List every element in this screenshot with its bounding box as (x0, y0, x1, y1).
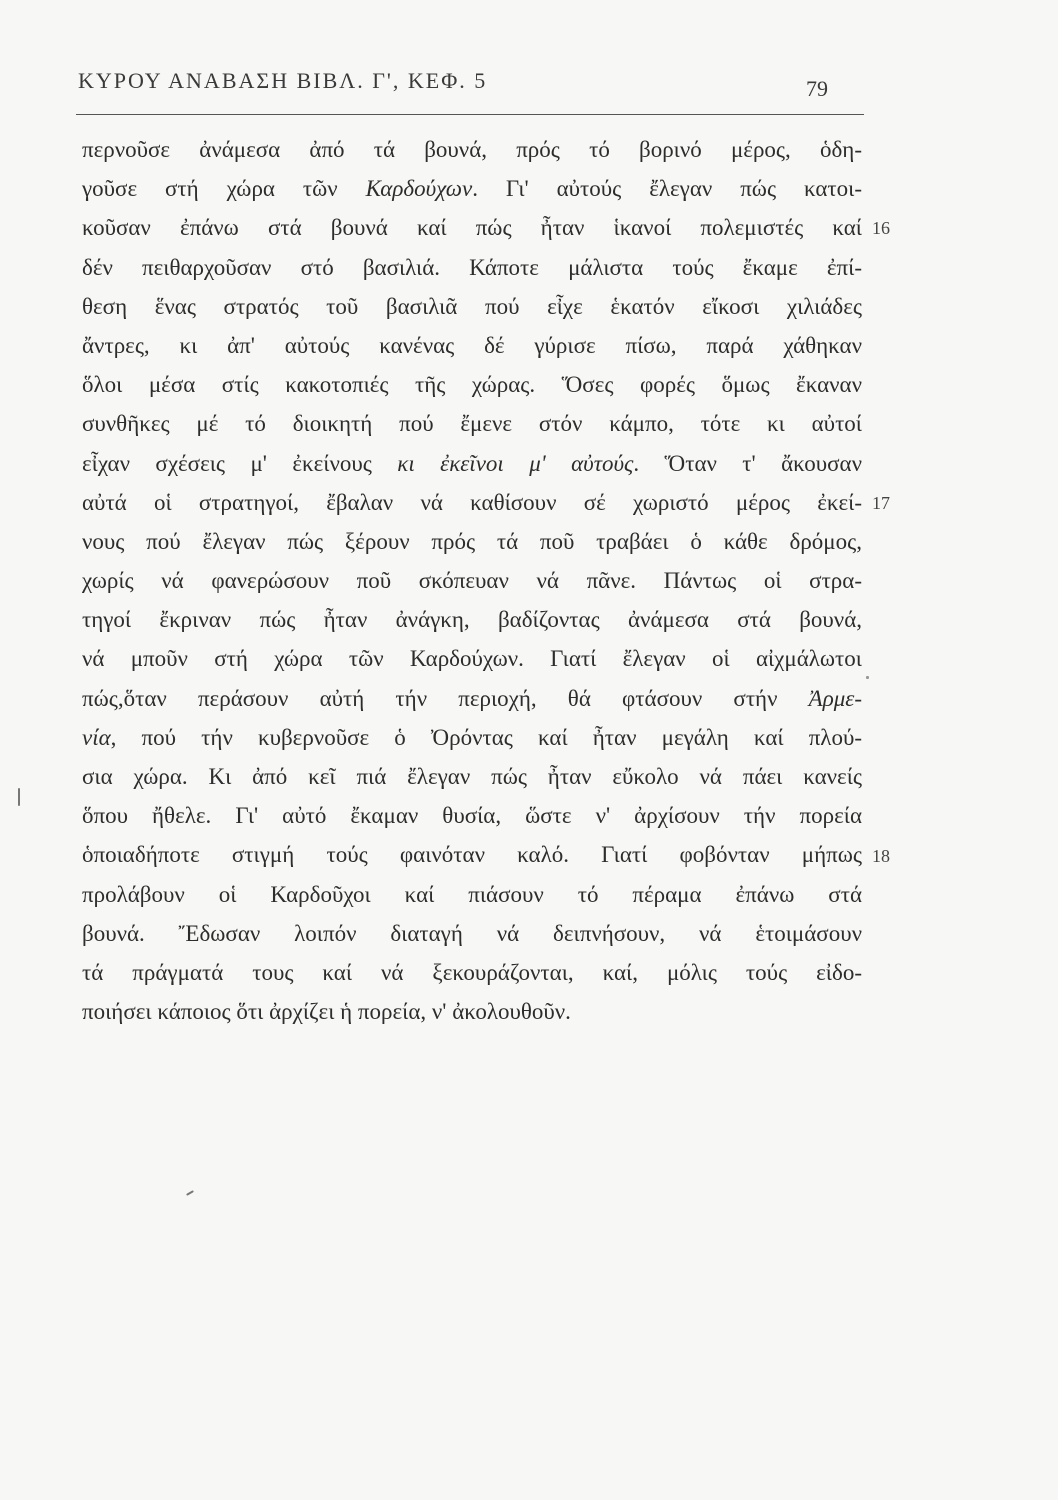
text-run: πώς,ὅταν περάσουν αὐτή τήν περιοχή, θά φτάσουν στήν (82, 685, 809, 711)
text-run: θεση ἕνας στρατός τοῦ βασιλιᾶ πού εἶχε ἑκατόν εἴκοσι χιλιάδες (82, 293, 862, 319)
body-text (82, 130, 862, 1031)
text-run: αὐτά οἱ στρατηγοί, ἔβαλαν νά καθίσουν σέ χωριστό μέρος ἐκεί- (82, 489, 862, 515)
text-run: κοῦσαν ἐπάνω στά βουνά καί πώς ἦταν ἱκανοί πολεμιστές καί (82, 215, 862, 241)
text-run: ποιήσει κάποιος ὅτι ἀρχίζει ἡ πορεία, ν' ἀκολουθοῦν. (82, 999, 571, 1025)
text-line (82, 483, 862, 522)
text-run: χωρίς νά φανερώσουν ποῦ σκόπευαν νά πᾶνε. Πάντως οἱ στρα- (82, 568, 862, 594)
italic-run: Καρδούχων (365, 176, 473, 202)
text-line (82, 404, 862, 443)
text-run: δέν πειθαρχοῦσαν στό βασιλιά. Κάποτε μάλιστα τούς ἔκαμε ἐπί- (82, 254, 862, 280)
section-number: 18 (872, 845, 890, 866)
italic-run: Ἀρμε- (808, 685, 862, 711)
text-run: σια χώρα. Κι ἀπό κεῖ πιά ἔλεγαν πώς ἦταν εὔκολο νά πάει κανείς (82, 764, 862, 789)
text-line (82, 992, 862, 1031)
text-line (82, 444, 862, 483)
text-line (82, 522, 862, 561)
text-run: τά πράγματά τους καί νά ξεκουράζονται, καί, μόλις τούς εἰδο- (82, 959, 862, 985)
text-run: βουνά. Ἔδωσαν λοιπόν διαταγή νά δειπνήσουν, νά ἑτοιμάσουν (82, 920, 862, 946)
text-run: ἄντρες, κι ἀπ' αὐτούς κανένας δέ γύρισε πίσω, παρά χάθηκαν (82, 332, 862, 358)
text-run: νους πού ἔλεγαν πώς ξέρουν πρός τά ποῦ τραβάει ὁ κάθε δρόμος, (82, 528, 862, 554)
text-line (82, 914, 862, 953)
text-line (82, 287, 862, 326)
running-title: ΚΥΡΟΥ ΑΝΑΒΑΣΗ ΒΙΒΛ. Γ', ΚΕΦ. 5 (78, 68, 488, 93)
text-line (82, 835, 862, 874)
text-line (82, 718, 862, 757)
text-line (82, 757, 862, 796)
running-header (78, 68, 858, 104)
text-run: . Γι' αὐτούς ἔλεγαν πώς κατοι- (472, 176, 862, 202)
italic-run: κι ἐκεῖνοι μ' αὐτούς (397, 450, 634, 476)
text-line (82, 953, 862, 992)
text-run: , πού τήν κυβερνοῦσε ὁ Ὀρόντας καί ἦταν μεγάλη καί πλού- (110, 724, 862, 750)
text-run: . Ὅταν τ' ἄκουσαν (633, 450, 862, 476)
page-number: 79 (806, 76, 828, 101)
text-line (82, 169, 862, 208)
text-run: γοῦσε στή χώρα τῶν (82, 176, 366, 202)
text-line (82, 208, 862, 247)
text-run: νά μποῦν στή χώρα τῶν Καρδούχων. Γιατί ἔλεγαν οἱ αἰχμάλωτοι (82, 646, 862, 672)
text-run: προλάβουν οἱ Καρδοῦχοι καί πιάσουν τό πέραμα ἐπάνω στά (82, 881, 862, 907)
text-run: ὅλοι μέσα στίς κακοτοπιές τῆς χώρας. Ὅσες φορές ὅμως ἔκαναν (82, 372, 862, 398)
section-number: 16 (872, 218, 890, 239)
text-run: περνοῦσε ἀνάμεσα ἀπό τά βουνά, πρός τό βορινό μέρος, ὁδη- (82, 137, 862, 162)
text-run: εἶχαν σχέσεις μ' ἐκείνους (82, 450, 398, 476)
text-line (82, 875, 862, 914)
text-line (82, 365, 862, 404)
text-line (82, 679, 862, 718)
text-line (82, 561, 862, 600)
text-line (82, 130, 862, 169)
text-line (82, 326, 862, 365)
text-run: τηγοί ἔκριναν πώς ἦταν ἀνάγκη, βαδίζοντας ἀνάμεσα στά βουνά, (82, 607, 862, 633)
header-rule (76, 114, 864, 115)
text-line (82, 600, 862, 639)
text-line (82, 796, 862, 835)
text-run: ὅπου ἤθελε. Γι' αὐτό ἔκαμαν θυσία, ὥστε ν' ἀρχίσουν τήν πορεία (82, 803, 862, 829)
text-line (82, 639, 862, 678)
text-run: ὁποιαδήποτε στιγμή τούς φαινόταν καλό. Γιατί φοβόνταν μήπως (82, 842, 862, 868)
text-line (82, 248, 862, 287)
scan-speck (186, 1190, 194, 1196)
scan-speck (18, 788, 20, 806)
section-number: 17 (872, 492, 890, 513)
italic-run: νία (82, 724, 111, 750)
text-run: συνθῆκες μέ τό διοικητή πού ἔμενε στόν κάμπο, τότε κι αὐτοί (82, 411, 862, 437)
scan-speck (866, 676, 869, 679)
